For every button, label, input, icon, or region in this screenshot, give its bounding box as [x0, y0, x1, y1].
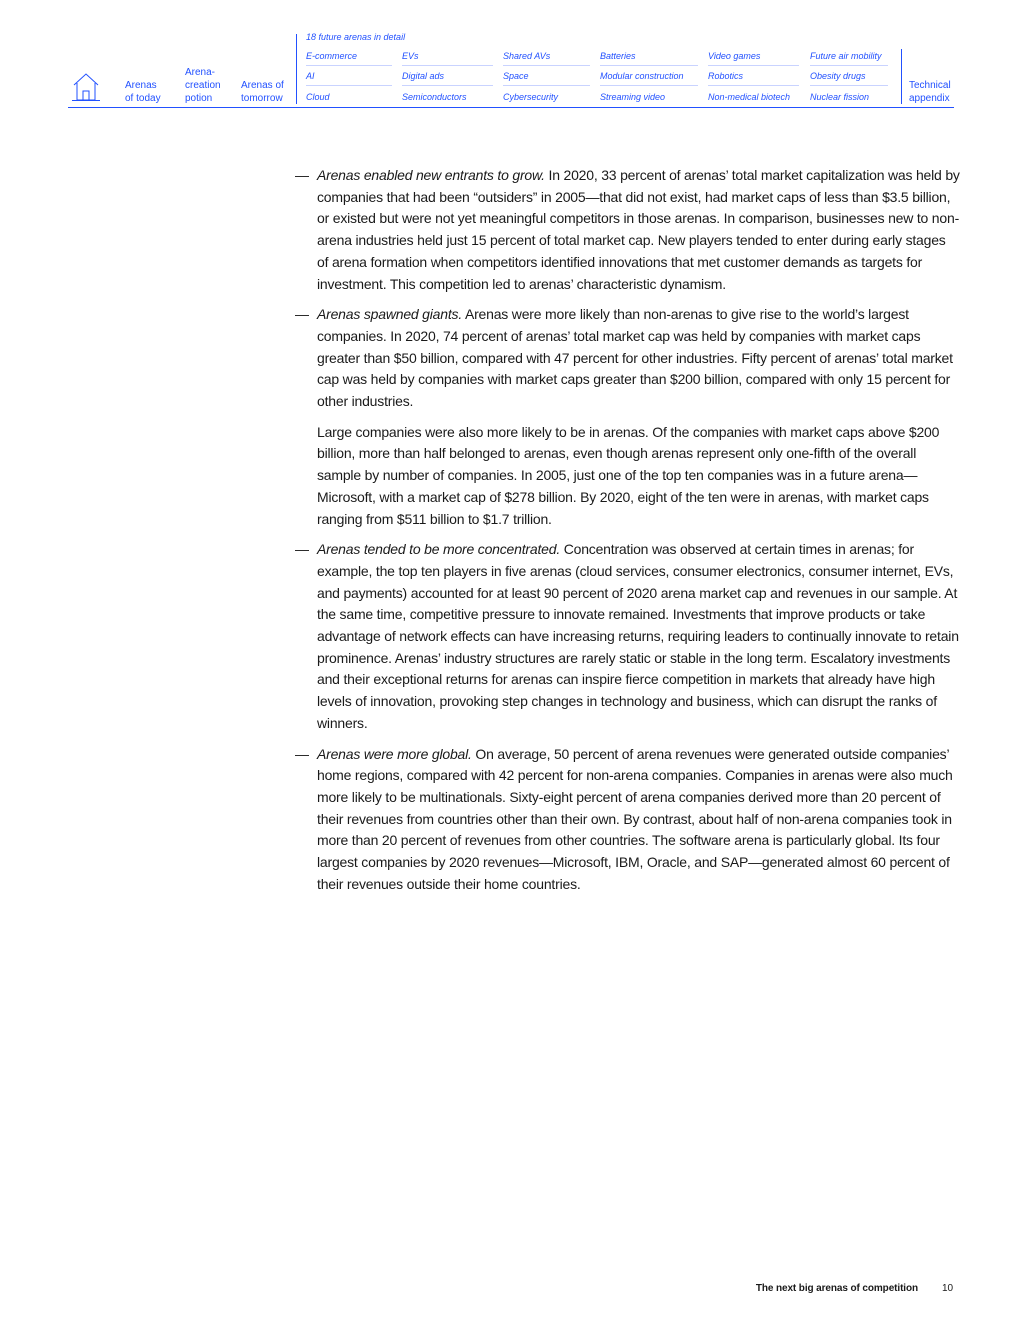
nav-arena-creation-potion[interactable] [185, 66, 221, 105]
nav-arena-non-medical-biotech[interactable]: Non-medical biotech [708, 92, 791, 102]
nav-arena-evs[interactable]: EVs [402, 51, 493, 66]
nav-label: Technical [909, 80, 951, 91]
paragraph-text: On average, 50 percent of arena revenues were generated outside companies’ home regions, compared with 42 percent for non-arena companies. Companies in arenas were also much more likely to be multinationals. Sixty-eight percent of arena companies derived more than 20 percent of their revenues from countries other than their own. By contrast, about half of non-arena companies took in more than 20 percent of revenues from other countries. The software arena is particularly global. Its four largest companies by 2020 revenues—Microsoft, IBM, Oracle, and SAP—generated almost 60 percent of their revenues outside their home countries. [317, 745, 953, 892]
body-text [295, 165, 960, 905]
lead-in: Arenas enabled new entrants to grow. [317, 167, 545, 183]
list-item [295, 539, 960, 734]
paragraph-text: Concentration was observed at certain times in arenas; for example, the top ten players in five arenas (cloud services, consumer electronics, consumer internet, EVs, and payments) accounted for at least 90 percent of 2020 arena market cap and revenues in our sample. At the same time, competitive pressure to innovate remained. Investments that improve products or take advantage of network effects can have increasing returns, requiring leaders to continually innovate to retain prominence. Arenas’ industry structures are rarely static or stable in the long term. Escalatory investments and their exceptional returns for arenas can inspire fierce competition in markets that already have high levels of innovation, provoking step changes in technology and business, which can disrupt the ranks of winners. [317, 541, 959, 731]
nav-arena-digital-ads[interactable]: Digital ads [402, 71, 493, 86]
paragraph-text: In 2020, 33 percent of arenas’ total market capitalization was held by companies that had been “outsiders” in 2005—that did not exist, had market caps of less than $3.5 billion, or existed but were not yet meaningful competitors in those arenas. In comparison, businesses new to non-arena industries held just 15 percent of total market cap. New players tended to enter during early stages of arena formation when competitors identified innovations that met customer demands as targets for investment. This competition led to arenas’ characteristic dynamism. [317, 167, 960, 292]
nav-arena-obesity-drugs[interactable]: Obesity drugs [810, 71, 888, 86]
dash-bullet: — [295, 745, 309, 762]
nav-arena-video-games[interactable]: Video games [708, 51, 799, 66]
nav-technical-appendix[interactable] [909, 79, 951, 105]
dash-bullet: — [295, 306, 309, 323]
nav-arena-modular-construction[interactable]: Modular construction [600, 71, 698, 86]
nav-label: appendix [909, 93, 950, 104]
nav-label: creation [185, 80, 221, 91]
nav-arena-nuclear-fission[interactable]: Nuclear fission [810, 92, 870, 102]
nav-arena-robotics[interactable]: Robotics [708, 71, 799, 86]
dash-bullet: — [295, 541, 309, 558]
nav-arena-ecommerce[interactable]: E-commerce [306, 51, 392, 66]
nav-arena-batteries[interactable]: Batteries [600, 51, 698, 66]
page-number: 10 [942, 1283, 954, 1294]
nav-label: tomorrow [241, 93, 283, 104]
nav-label: Arenas [125, 80, 157, 91]
nav-arena-ai[interactable]: AI [306, 71, 392, 86]
paragraph [317, 304, 960, 413]
nav-bottom-rule [68, 107, 954, 108]
nav-divider [901, 49, 902, 104]
nav-arena-future-air-mobility[interactable]: Future air mobility [810, 51, 888, 66]
paragraph [317, 165, 960, 295]
list-item [295, 165, 960, 295]
nav-label: Arena- [185, 67, 216, 78]
footer-report-title: The next big arenas of competition [755, 1283, 918, 1294]
nav-arena-shared-avs[interactable]: Shared AVs [503, 51, 590, 66]
nav-arena-space[interactable]: Space [503, 71, 590, 86]
lead-in: Arenas were more global. [317, 745, 472, 762]
lead-in: Arenas spawned giants. [317, 306, 463, 323]
nav-arena-semiconductors[interactable]: Semiconductors [402, 92, 467, 102]
nav-label: potion [185, 93, 213, 104]
paragraph: Large companies were also more likely to be in arenas. Of the companies with market caps above $200 billion, more than half belonged to arenas, even though arenas represent only one-fifth of the overall sample by number of companies. In 2005, just one of the top ten companies was in a future arena—Microsoft, with a market cap of $278 billion. By 2020, eight of the ten were in arenas, with market caps ranging from $511 billion to $1.7 trillion. [317, 423, 940, 527]
paragraph-text: Arenas were more likely than non-arenas to give rise to the world’s largest companies. In 2020, 74 percent of arenas’ total market cap was held by companies with market caps greater than $50 billion, compared with 47 percent for other industries. Fifty percent of arenas’ total market cap was held by companies with market caps greater than $200 billion, compared with only 15 percent for other industries. [317, 306, 953, 410]
paragraph [317, 744, 960, 896]
arenas-detail-title: 18 future arenas in detail [306, 32, 406, 42]
nav-arena-cybersecurity[interactable]: Cybersecurity [503, 92, 559, 102]
nav-arenas-of-today[interactable] [125, 79, 161, 105]
nav-arena-streaming-video[interactable]: Streaming video [600, 92, 666, 102]
nav-label: of today [125, 93, 161, 104]
lead-in: Arenas tended to be more concentrated. [317, 541, 561, 558]
dash-bullet: — [295, 167, 309, 183]
house-icon[interactable] [72, 72, 100, 102]
list-item [295, 744, 960, 896]
nav-arenas-of-tomorrow[interactable] [241, 79, 284, 105]
paragraph [317, 539, 960, 734]
nav-arena-cloud[interactable]: Cloud [306, 92, 330, 102]
nav-label: Arenas of [241, 80, 284, 91]
list-item [295, 304, 960, 530]
nav-divider [296, 34, 297, 104]
